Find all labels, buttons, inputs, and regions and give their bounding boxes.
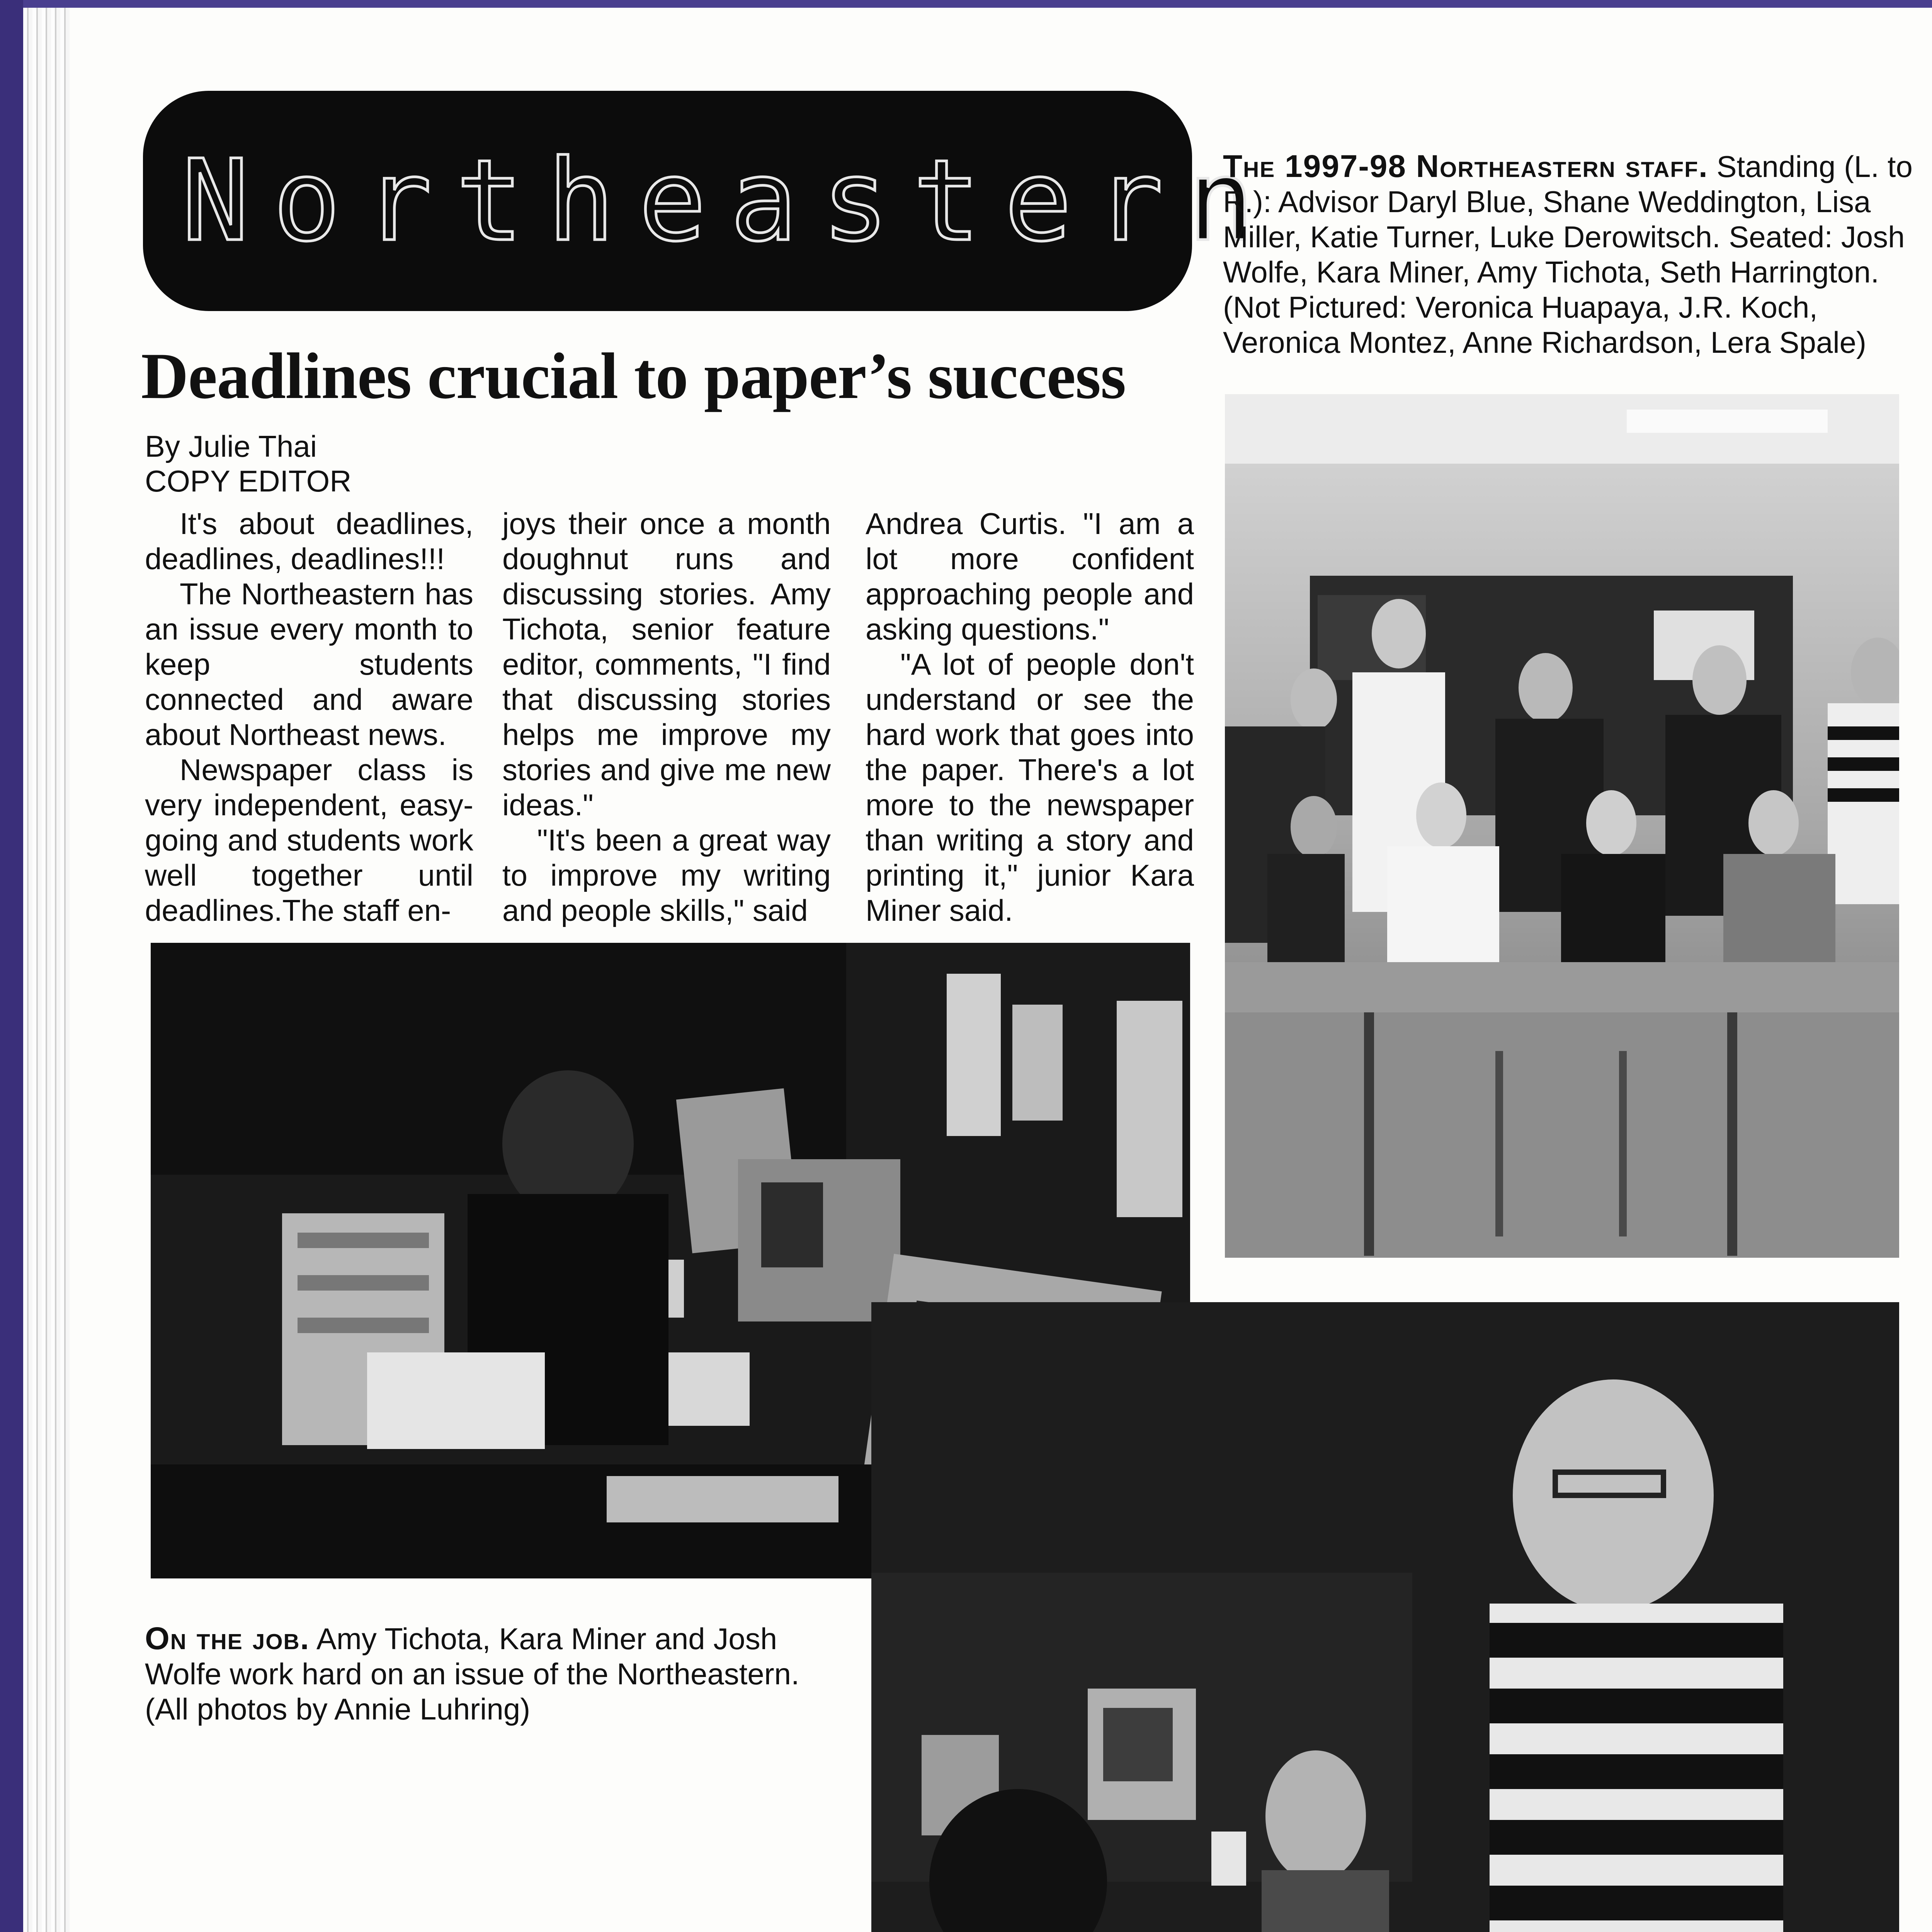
paragraph: Newspaper class is very independent, easy-going and students work well together until deadlines.The staff en- [145,753,473,927]
byline [145,429,352,498]
paragraph: The Northeastern has an issue every month to keep students connected and aware about Northeast news. [145,577,473,752]
section-banner [143,91,1279,311]
job-photo-caption [145,1621,844,1727]
staff-group-photo [1225,394,1899,1258]
byline-name: By Julie Thai [145,429,317,463]
paragraph: It's about deadlines, deadlines, deadlines!!! [145,507,473,576]
caption-text: Standing (L. to R.): Advisor Daryl Blue, Shane Weddington, Lisa Miller, Katie Turner, Luke Derowitsch. Seated: Josh Wolfe, Kara Miner, Amy Tichota, Seth Harrington. (Not Pictured: Veronica Huapaya, J.R. Koch, Veronica Montez, Anne Richardson, Lera Spale) [1223,150,1913,359]
paragraph: joys their once a month doughnut runs and discussing stories. Amy Tichota, senior feature editor, comments, "I find that discussing stories helps me improve my stories and give me new ideas." [502,507,831,822]
paragraph: "A lot of people don't understand or see the hard work that goes into the paper. There's a lot more to the newspaper than writing a story and printing it," junior Kara Miner said. [866,647,1194,927]
byline-role: COPY EDITOR [145,464,352,498]
caption-lead: On the job. [145,1621,310,1656]
article-column-1 [145,506,473,928]
staff-photo-caption [1223,149,1915,360]
article-headline: Deadlines crucial to paper’s success [141,340,1126,412]
background-edge [0,0,23,1932]
caption-lead: The 1997-98 Northeastern staff. [1223,149,1708,184]
paragraph: Andrea Curtis. "I am a lot more confident approaching people and asking questions." [866,507,1194,646]
blue-room-photo [871,1302,1899,1932]
article-column-3 [866,506,1194,928]
banner-title: Northeastern [182,136,1279,266]
paragraph: "It's been a great way to improve my writing and people skills," said [502,823,831,927]
caption-text: Amy Tichota, Kara Miner and Josh Wolfe work hard on an issue of the Northeastern. (All photos by Annie Luhring) [145,1622,799,1726]
page-binding [23,8,70,1932]
article-column-2 [502,506,831,928]
